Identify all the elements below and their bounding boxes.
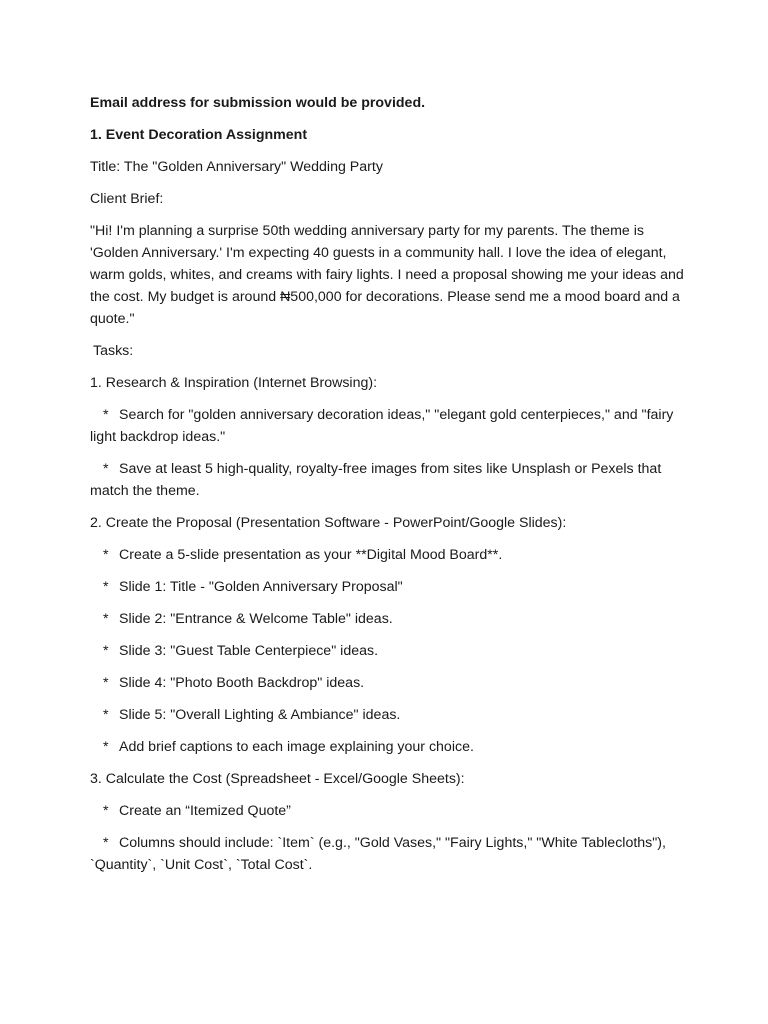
task2-bullet-6: Slide 5: "Overall Lighting & Ambiance" ideas. xyxy=(119,707,401,723)
bullet-star: * xyxy=(103,579,109,595)
list-item xyxy=(90,576,690,598)
task2-bullet-4: Slide 3: "Guest Table Centerpiece" ideas. xyxy=(119,643,379,659)
task2-bullet-5: Slide 4: "Photo Booth Backdrop" ideas. xyxy=(119,675,365,691)
task2-heading: 2. Create the Proposal (Presentation Software - PowerPoint/Google Slides): xyxy=(90,515,567,531)
list-item xyxy=(90,404,690,448)
task1-heading: 1. Research & Inspiration (Internet Browsing): xyxy=(90,375,378,391)
bullet-star: * xyxy=(103,739,109,755)
list-item xyxy=(90,736,690,758)
task2-bullet-3: Slide 2: "Entrance & Welcome Table" ideas. xyxy=(119,611,393,627)
task2-bullet-2: Slide 1: Title - "Golden Anniversary Proposal" xyxy=(119,579,403,595)
bullet-star: * xyxy=(103,547,109,563)
list-item xyxy=(90,832,690,876)
document-page xyxy=(90,92,690,886)
list-item xyxy=(90,458,690,502)
bullet-star: * xyxy=(103,707,109,723)
list-item xyxy=(90,704,690,726)
client-brief-text: "Hi! I'm planning a surprise 50th wedding anniversary party for my parents. The theme is 'Golden Anniversary.' I'm expecting 40 guests in a community hall. I love the idea of elegant, warm golds, whites, and creams with fairy lights. I need a proposal showing me your ideas and the cost. My budget is around ₦500,000 for decorations. Please send me a mood board and a quote." xyxy=(90,223,684,327)
task2-bullet-1: Create a 5-slide presentation as your **Digital Mood Board**. xyxy=(119,547,503,563)
task2-bullet-7: Add brief captions to each image explaining your choice. xyxy=(119,739,474,755)
bullet-star: * xyxy=(103,803,109,819)
task1-bullet-2: Save at least 5 high-quality, royalty-free images from sites like Unsplash or Pexels that match the theme. xyxy=(90,461,662,499)
task3-heading: 3. Calculate the Cost (Spreadsheet - Excel/Google Sheets): xyxy=(90,771,465,787)
task3-bullet-2: Columns should include: `Item` (e.g., "Gold Vases," "Fairy Lights," "White Tablecloths"), `Quantity`, `Unit Cost`, `Total Cost`. xyxy=(90,835,666,873)
bullet-star: * xyxy=(103,407,109,423)
bullet-star: * xyxy=(103,611,109,627)
tasks-label: Tasks: xyxy=(93,343,134,359)
list-item xyxy=(90,544,690,566)
submission-note: Email address for submission would be provided. xyxy=(90,95,426,111)
assignment-heading: 1. Event Decoration Assignment xyxy=(90,127,308,143)
list-item xyxy=(90,640,690,662)
bullet-star: * xyxy=(103,461,109,477)
bullet-star: * xyxy=(103,643,109,659)
list-item xyxy=(90,800,690,822)
bullet-star: * xyxy=(103,675,109,691)
list-item xyxy=(90,608,690,630)
bullet-star: * xyxy=(103,835,109,851)
client-brief-label: Client Brief: xyxy=(90,191,164,207)
title-line: Title: The "Golden Anniversary" Wedding Party xyxy=(90,159,383,175)
list-item xyxy=(90,672,690,694)
task3-bullet-1: Create an “Itemized Quote” xyxy=(119,803,291,819)
task1-bullet-1: Search for "golden anniversary decoration ideas," "elegant gold centerpieces," and "fairy light backdrop ideas." xyxy=(90,407,674,445)
